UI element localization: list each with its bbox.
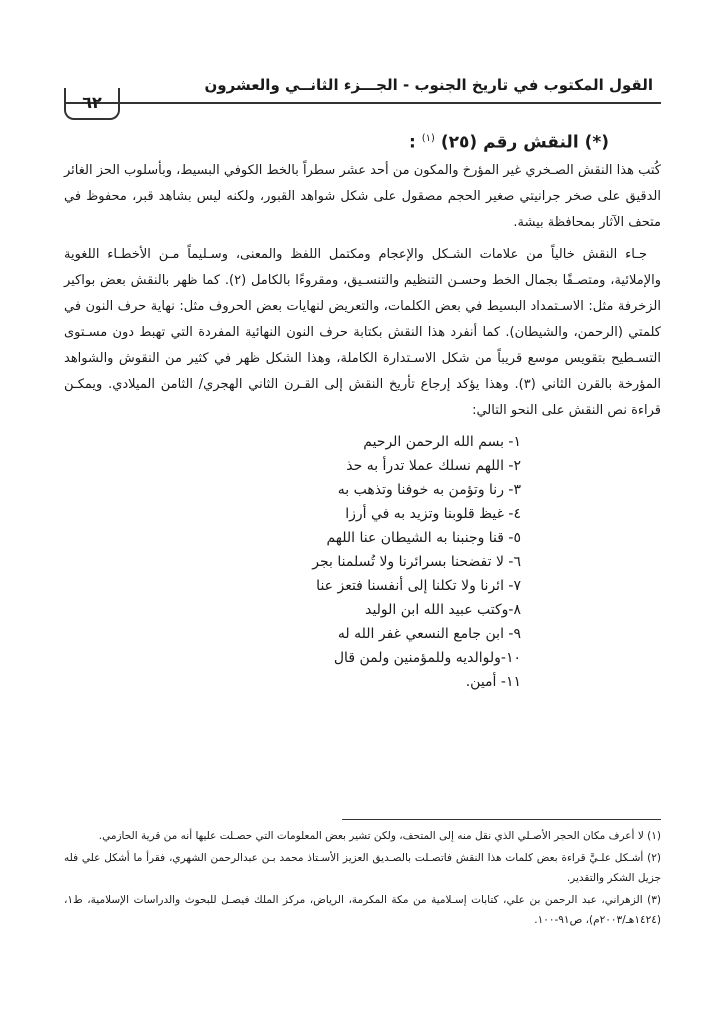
inscription-lines — [64, 430, 521, 694]
main-text — [64, 124, 661, 694]
footnote-3: (٣) الزهراني، عبد الرحمن بن علي، كتابات إسـلامية من مكة المكرمة، الرياض، مركز الملك فيصـل للبحوث والدراسات الإسلامية، ط١، (١٤٢٤هـ/٢٠٠٣م)، ص٩١-١٠٠. — [64, 894, 661, 926]
page-number: ٦٢ — [64, 88, 120, 120]
inscription-line: ١- بسم الله الرحمن الرحيم — [363, 433, 521, 450]
paragraph-description: كُتب هذا النقش الصـخري غير المؤرخ والمكون من أحد عشر سطراً بالخط الكوفي البسيط، وبأسلوب الحز الغائر الدقيق على صخر جرانيتي صغير الحجم مصقول على شكل شواهد القبور، ولكنه ليس بشاهد قبر، محفوظ في متحف الآثار بمحافظة بيشة. — [64, 162, 661, 230]
inscription-line: ١١- أمين. — [465, 673, 521, 690]
running-header — [64, 70, 661, 100]
inscription-line: ١٠-ولوالديه وللمؤمنين ولمن قال — [333, 649, 521, 666]
footnotes — [64, 826, 661, 932]
inscription-line: ٩- ابن جامع النسعي غفر الله له — [337, 625, 521, 642]
header-rule — [64, 102, 661, 104]
heading-colon: : — [408, 132, 416, 153]
inscription-line: ٤- غيظ قلوبنا وتزيد به في أرزا — [345, 505, 521, 522]
footnote-1: (١) لا أعرف مكان الحجر الأصـلي الذي نقل منه إلى المتحف، ولكن تشير بعض المعلومات التي حصـلت عليها أنه من قرية الحازمي. — [98, 830, 661, 842]
inscription-line: ٦- لا تفضحنا بسرائرنا ولا تُسلمنا بجر — [312, 553, 521, 570]
inscription-heading — [64, 124, 609, 158]
heading-text: (*) النقش رقم (٢٥) — [440, 132, 609, 153]
inscription-line: ٨-وكتب عبيد الله ابن الوليد — [365, 601, 521, 618]
inscription-line: ٢- اللهم نسلك عملا تدرأ به حذ — [346, 457, 521, 474]
heading-footnote-ref: (١) — [421, 133, 435, 144]
inscription-line: ٣- رنا وتؤمن به خوفنا وتذهب به — [337, 481, 521, 498]
inscription-line: ٥- قنا وجنبنا به الشيطان عنا اللهم — [326, 529, 521, 546]
footnote-separator — [342, 819, 661, 820]
running-title: القول المكتوب في تاريخ الجنوب - الجـــزء الثانــي والعشرون — [204, 76, 653, 94]
inscription-line: ٧- ائرنا ولا تكلنا إلى أنفسنا فتعز عنا — [316, 577, 521, 594]
paragraph-analysis: جـاء النقش خالياً من علامات الشـكل والإعجام ومكتمل اللفظ والمعنى، وسـليماً مـن الأخطـاء اللغوية والإملائية، ومتصـفًا بجمال الخط وحسـن التنظيم والتنسـيق، ومقروءًا بالكامل (٢). كما ظهر بالنقش بعض بواكير الزخرفة مثل: الاسـتمداد البسيط في بعض الكلمات، والتعريض لنهايات بعض الحروف مثل: نهاية حرف النون في كلمتي (الرحمن، والشيطان). كما أنفرد هذا النقش بكتابة حرف النون النهائية المفردة التي تهبط دون مسـتوى التسـطيح بتقويس موسع قريباً من شكل الاسـتدارة الكاملة، وهذا الشكل ظهر في كثير من النقوش والشواهد المؤرخة بالقرن الثاني (٣). وهذا يؤكد إرجاع تأريخ النقش إلى القـرن الثاني الهجري/ الثامن الميلادي. ويمكـن قراءة نص النقش على النحو التالي: — [64, 246, 661, 418]
footnote-2: (٢) أشـكل علـيَّ قراءة بعض كلمات هذا النقش فاتصـلت بالصـديق العزيز الأسـتاذ محمد بـن عبدالرحمن الشهري، فقرأ ما أشكل علي فله جزيل الشكر والتقدير. — [64, 852, 661, 884]
